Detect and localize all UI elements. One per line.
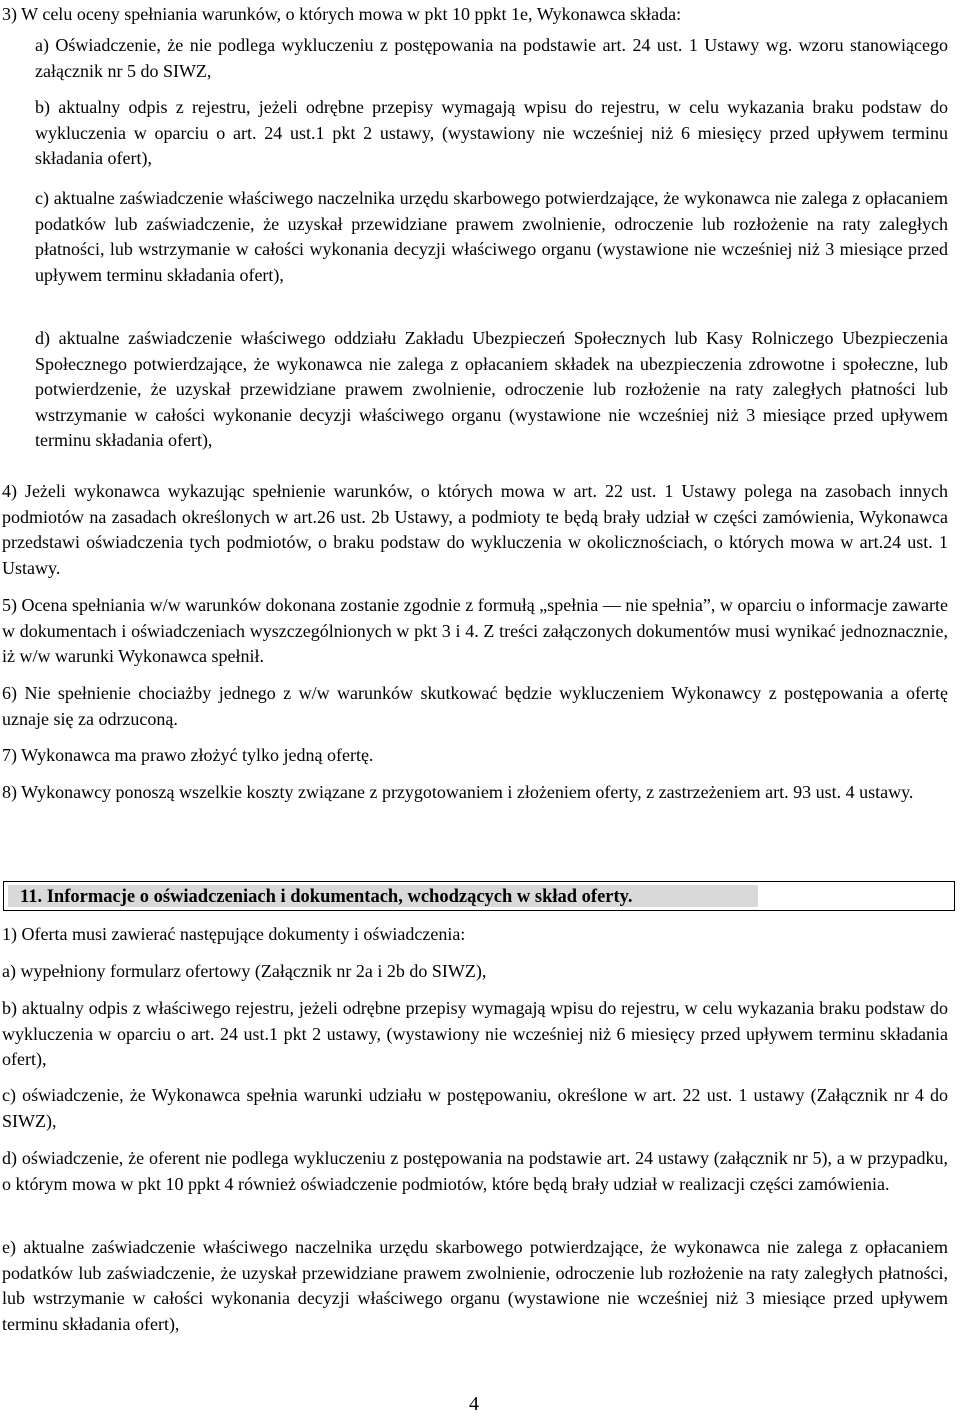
paragraph-8: 8) Wykonawcy ponoszą wszelkie koszty związane z przygotowaniem i złożeniem oferty, z zastrzeżeniem art. 93 ust. 4 ustawy.	[2, 782, 914, 802]
section-11-heading: 11. Informacje o oświadczeniach i dokumentach, wchodzących w skład oferty.	[20, 887, 633, 907]
section-11-item-e: e) aktualne zaświadczenie właściwego naczelnika urzędu skarbowego potwierdzające, że wykonawca nie zalega z opłacaniem podatków lub zaświadczenie, że uzyskał przewidziane prawem zwolnienie, odroczenie lub rozłożenie na raty zaległych płatności, lub wstrzymanie w całości wykonania decyzji właściwego organu (wystawione nie wcześniej niż 3 miesiące przed upływem terminu składania ofert),	[2, 1237, 948, 1334]
paragraph-3d: d) aktualne zaświadczenie właściwego oddziału Zakładu Ubezpieczeń Społecznych lub Kasy Rolniczego Ubezpieczenia Społecznego potwierdzające, że wykonawca nie zalega z opłacaniem składek na ubezpieczenia zdrowotne i społeczne, lub potwierdzenie, że uzyskał przewidziane prawem zwolnienie, odroczenie lub rozłożenie na raty zaległych płatności lub wstrzymanie w całości wykonanie decyzji właściwego organu (wystawione nie wcześniej niż 3 miesiące przed upływem terminu składania ofert),	[35, 328, 948, 451]
section-11-item-a: a) wypełniony formularz ofertowy (Załącznik nr 2a i 2b do SIWZ),	[2, 961, 487, 981]
page-number: 4	[469, 1393, 479, 1415]
paragraph-3: 3) W celu oceny spełniania warunków, o których mowa w pkt 10 ppkt 1e, Wykonawca składa:	[2, 4, 682, 24]
paragraph-5: 5) Ocena spełniania w/w warunków dokonana zostanie zgodnie z formułą „spełnia — nie spełnia”, w oparciu o informacje zawarte w dokumentach i oświadczeniach wyszczególnionych w pkt 3 i 4. Z treści załączonych dokumentów musi wynikać jednoznacznie, iż w/w warunki Wykonawca spełnił.	[2, 595, 948, 667]
section-11-item-b: b) aktualny odpis z właściwego rejestru, jeżeli odrębne przepisy wymagają wpisu do rejestru, w celu wykazania braku podstaw do wykluczenia w oparciu o art. 24 ust.1 pkt 2 ustawy, (wystawiony nie wcześniej niż 6 miesięcy przed upływem terminu składania ofert),	[2, 998, 948, 1070]
paragraph-4: 4) Jeżeli wykonawca wykazując spełnienie warunków, o których mowa w art. 22 ust. 1 Ustawy polega na zasobach innych podmiotów na zasadach określonych w art.26 ust. 2b Ustawy, a podmioty te będą brały udział w części zamówienia, Wykonawca przedstawi oświadczenia tych podmiotów, o braku podstaw do wykluczenia w okolicznościach, o których mowa w art.24 ust. 1 Ustawy.	[2, 481, 948, 578]
section-11-heading-box	[3, 881, 955, 911]
paragraph-6: 6) Nie spełnienie chociażby jednego z w/w warunków skutkować będzie wykluczeniem Wykonawcy z postępowania a ofertę uznaje się za odrzuconą.	[2, 683, 948, 729]
section-11-item-c: c) oświadczenie, że Wykonawca spełnia warunki udziału w postępowaniu, określone w art. 22 ust. 1 ustawy (Załącznik nr 4 do SIWZ),	[2, 1085, 948, 1131]
section-11-item-d: d) oświadczenie, że oferent nie podlega wykluczeniu z postępowania na podstawie art. 24 ustawy (załącznik nr 5), a w przypadku, o którym mowa w pkt 10 ppkt 4 również oświadczenie podmiotów, które będą brały udział w realizacji części zamówienia.	[2, 1148, 948, 1194]
paragraph-7: 7) Wykonawca ma prawo złożyć tylko jedną ofertę.	[2, 745, 374, 765]
section-11-item-1: 1) Oferta musi zawierać następujące dokumenty i oświadczenia:	[2, 924, 466, 944]
paragraph-3b: b) aktualny odpis z rejestru, jeżeli odrębne przepisy wymagają wpisu do rejestru, w celu wykazania braku podstaw do wykluczenia w oparciu o art. 24 ust.1 pkt 2 ustawy, (wystawiony nie wcześniej niż 6 miesięcy przed upływem terminu składania ofert),	[35, 97, 948, 169]
paragraph-3a: a) Oświadczenie, że nie podlega wykluczeniu z postępowania na podstawie art. 24 ust. 1 Ustawy wg. wzoru stanowiącego załącznik nr 5 do SIWZ,	[35, 35, 948, 81]
paragraph-3c: c) aktualne zaświadczenie właściwego naczelnika urzędu skarbowego potwierdzające, że wykonawca nie zalega z opłacaniem podatków lub zaświadczenie, że uzyskał przewidziane prawem zwolnienie, odroczenie lub rozłożenie na raty zaległych płatności, lub wstrzymanie w całości wykonania decyzji właściwego organu (wystawione nie wcześniej niż 3 miesiące przed upływem terminu składania ofert),	[35, 188, 948, 285]
